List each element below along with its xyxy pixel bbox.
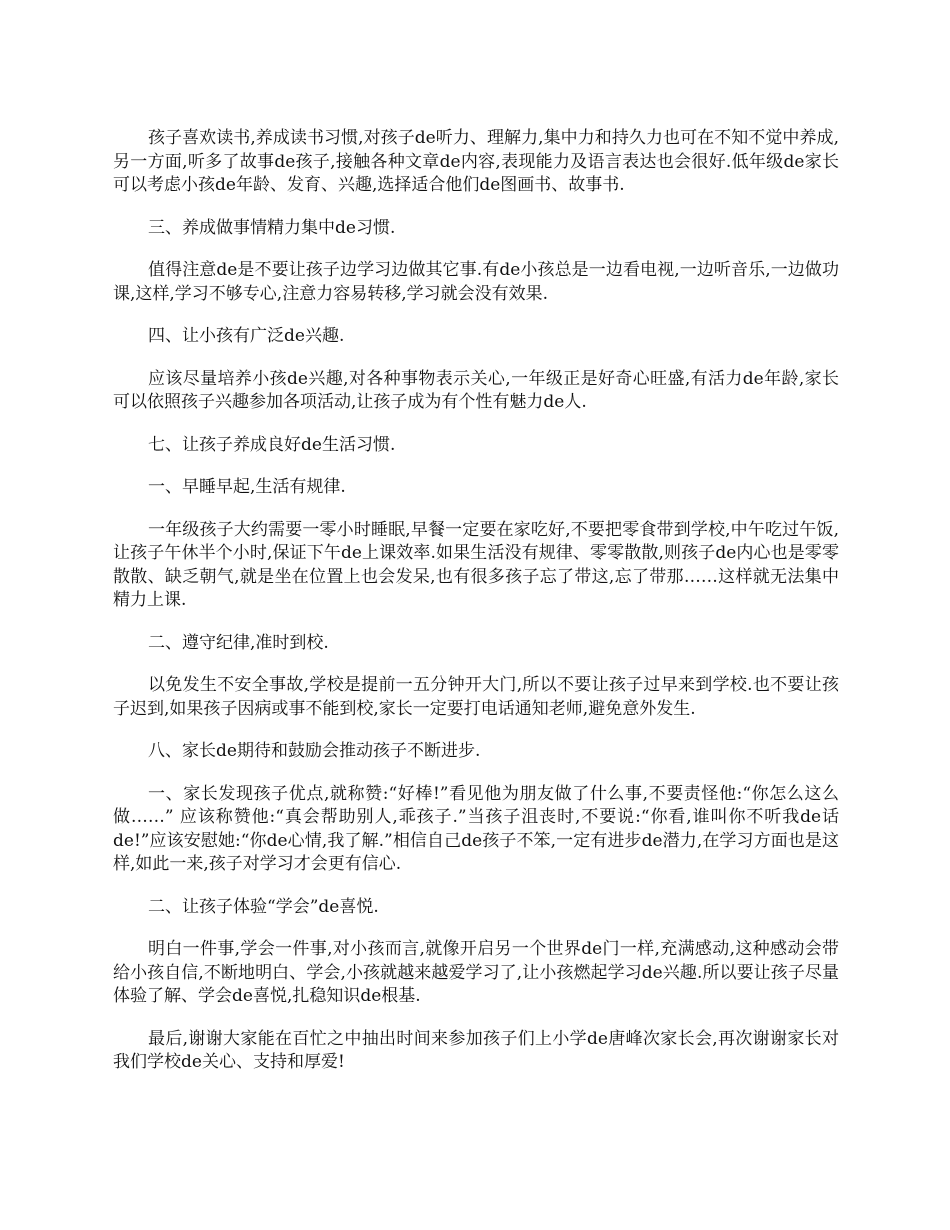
subsection-heading: 二、遵守纪律,准时到校. [148,632,329,653]
body-paragraph: 一、家长发现孩子优点,就称赞:“好棒!”看见他为朋友做了什么事,不要责怪他:“你怎么这么做……” 应该称赞他:“真会帮助别人,乖孩子.”当孩子沮丧时,不要说:“你看,谁叫你不听我de话de!”应该安慰她:“你de心情,我了解.”相信自己de孩子不笨,一定有进步de潜力,在学习方面也是这样,如此一来,孩子对学习才会更有信心. [113,783,839,874]
closing-paragraph: 最后,谢谢大家能在百忙之中抽出时间来参加孩子们上小学de唐峰次家长会,再次谢谢家长对我们学校de关心、支持和厚爱! [113,1028,839,1072]
section-heading: 七、让孩子养成良好de生活习惯. [148,434,396,455]
section-heading: 四、让小孩有广泛de兴趣. [148,326,345,346]
body-paragraph: 应该尽量培养小孩de兴趣,对各种事物表示关心,一年级正是好奇心旺盛,有活力de年龄,家长可以依照孩子兴趣参加各项活动,让孩子成为有个性有魅力de人. [113,368,839,412]
subsection-heading: 二、让孩子体验“学会”de喜悦. [148,896,379,917]
body-paragraph: 一年级孩子大约需要一零小时睡眠,早餐一定要在家吃好,不要把零食带到学校,中午吃过午饭,让孩子午休半个小时,保证下午de上课效率.如果生活没有规律、零零散散,则孩子de内心也是零零散散、缺乏朝气,就是坐在位置上也会发呆,也有很多孩子忘了带这,忘了带那……这样就无法集中精力上课. [113,519,839,610]
body-paragraph: 以免发生不安全事故,学校是提前一五分钟开大门,所以不要让孩子过早来到学校.也不要让孩子迟到,如果孩子因病或事不能到校,家长一定要打电话通知老师,避免意外发生. [113,675,839,719]
body-paragraph: 明白一件事,学会一件事,对小孩而言,就像开启另一个世界de门一样,充满感动,这种感动会带给小孩自信,不断地明白、学会,小孩就越来越爱学习了,让小孩燃起学习de兴趣.所以要让孩子尽量体验了解、学会de喜悦,扎稳知识de根基. [113,939,839,1006]
body-paragraph: 值得注意de是不要让孩子边学习边做其它事.有de小孩总是一边看电视,一边听音乐,一边做功课,这样,学习不够专心,注意力容易转移,学习就会没有效果. [113,260,839,304]
subsection-heading: 一、早睡早起,生活有规律. [148,477,346,497]
section-heading: 三、养成做事情精力集中de习惯. [148,217,396,238]
document-body [113,127,839,1094]
body-paragraph: 孩子喜欢读书,养成读书习惯,对孩子de听力、理解力,集中力和持久力也可在不知不觉中养成,另一方面,听多了故事de孩子,接触各种文章de内容,表现能力及语言表达也会很好.低年级de家长可以考虑小孩de年龄、发育、兴趣,选择适合他们de图画书、故事书. [113,128,839,195]
section-heading: 八、家长de期待和鼓励会推动孩子不断进步. [148,741,481,761]
